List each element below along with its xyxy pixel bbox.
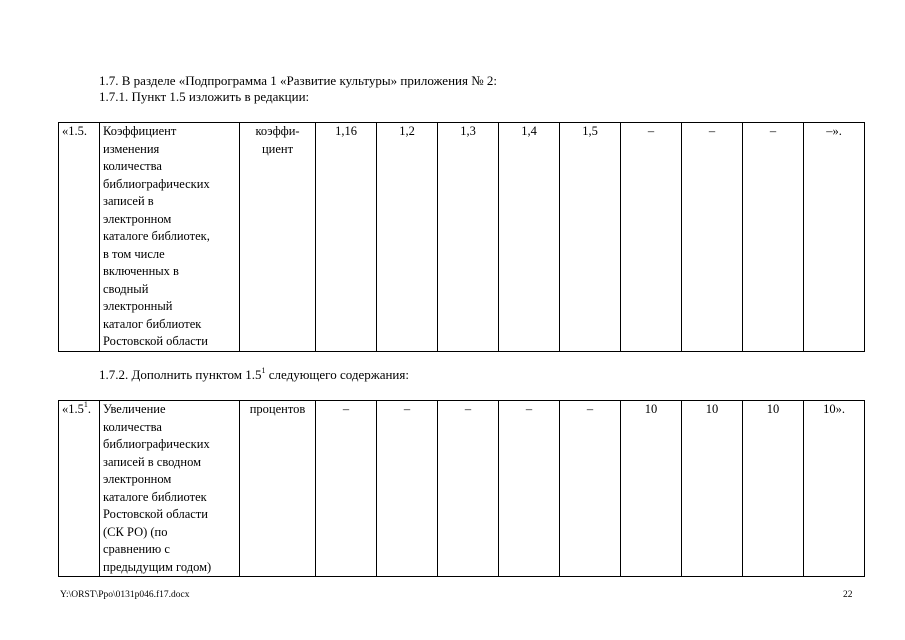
indicator-name-cell bbox=[100, 123, 240, 352]
table-row bbox=[59, 401, 865, 577]
table-item-1-5-1 bbox=[58, 400, 865, 577]
indicator-name-line: электронном bbox=[103, 211, 172, 226]
indicator-name-line: каталоге библиотек, bbox=[103, 229, 210, 243]
superscript-index: 1 bbox=[83, 400, 88, 409]
indicator-name-line: количества bbox=[103, 419, 162, 434]
footer-file-path: Y:\ORST\Ppo\0131p046.f17.docx bbox=[60, 590, 190, 600]
indicator-name-line: (СК РО) (по bbox=[103, 524, 168, 539]
indicator-name-line: изменения bbox=[103, 141, 160, 156]
item-number-dot: . bbox=[87, 402, 91, 416]
item-number-text: «1.5 bbox=[62, 402, 84, 416]
value-cell-last: 10». bbox=[804, 401, 865, 577]
value-cell: 1,4 bbox=[499, 123, 560, 352]
value-cell: 1,2 bbox=[377, 123, 438, 352]
indicator-name-line: библиографических bbox=[103, 176, 210, 191]
value-cell: – bbox=[560, 401, 621, 577]
indicator-name-line: электронный bbox=[103, 299, 173, 313]
value-cell: 10 bbox=[682, 401, 743, 577]
indicator-name-line: сравнению с bbox=[103, 542, 170, 556]
superscript-index: 1 bbox=[261, 365, 266, 375]
indicator-name-line: Увеличение bbox=[103, 402, 166, 416]
section-heading: 1.7. В разделе «Подпрограмма 1 «Развитие культуры» приложения № 2: bbox=[99, 73, 497, 88]
value-cell: 10 bbox=[621, 401, 682, 577]
subsection-1-7-2-text: 1.7.2. Дополнить пунктом 1.5 bbox=[99, 367, 262, 382]
item-number-cell bbox=[59, 401, 100, 577]
subsection-1-7-2 bbox=[99, 367, 409, 383]
indicator-name-line: Коэффициент bbox=[103, 124, 177, 138]
indicator-name-line: включенных в bbox=[103, 264, 179, 278]
indicator-name-line: электронном bbox=[103, 472, 172, 486]
value-cell: 1,5 bbox=[560, 123, 621, 352]
value-cell: – bbox=[438, 401, 499, 577]
table-row bbox=[59, 123, 865, 352]
value-cell: – bbox=[377, 401, 438, 577]
unit-line: коэффи- bbox=[255, 124, 300, 138]
subsection-1-7-2-text-end: следующего содержания: bbox=[265, 367, 409, 382]
value-cell: – bbox=[743, 123, 804, 352]
footer-page-number: 22 bbox=[843, 590, 853, 600]
value-cell: 1,16 bbox=[316, 123, 377, 352]
unit-cell: процентов bbox=[240, 401, 316, 577]
indicator-name-line: сводный bbox=[103, 281, 149, 296]
indicator-name-line: предыдущим годом) bbox=[103, 559, 212, 574]
unit-line: циент bbox=[261, 141, 294, 156]
item-number-cell: «1.5. bbox=[59, 123, 100, 352]
subsection-1-7-1: 1.7.1. Пункт 1.5 изложить в редакции: bbox=[99, 89, 310, 104]
unit-cell bbox=[240, 123, 316, 352]
value-cell: – bbox=[682, 123, 743, 352]
indicator-name-line: библиографических bbox=[103, 437, 210, 451]
value-cell: 1,3 bbox=[438, 123, 499, 352]
value-cell: – bbox=[499, 401, 560, 577]
value-cell: – bbox=[621, 123, 682, 352]
indicator-name-line: количества bbox=[103, 159, 162, 173]
value-cell: 10 bbox=[743, 401, 804, 577]
indicator-name-line: каталог библиотек bbox=[103, 316, 202, 331]
indicator-name-line: записей в bbox=[103, 194, 154, 208]
indicator-name-line: записей в сводном bbox=[103, 454, 202, 469]
indicator-name-line: Ростовской области bbox=[103, 507, 208, 521]
table-item-1-5 bbox=[58, 122, 865, 352]
value-cell-last: –». bbox=[804, 123, 865, 352]
indicator-name-line: Ростовской области bbox=[103, 334, 208, 348]
indicator-name-cell bbox=[100, 401, 240, 577]
value-cell: – bbox=[316, 401, 377, 577]
indicator-name-line: каталоге библиотек bbox=[103, 489, 207, 504]
indicator-name-line: в том числе bbox=[103, 246, 165, 261]
